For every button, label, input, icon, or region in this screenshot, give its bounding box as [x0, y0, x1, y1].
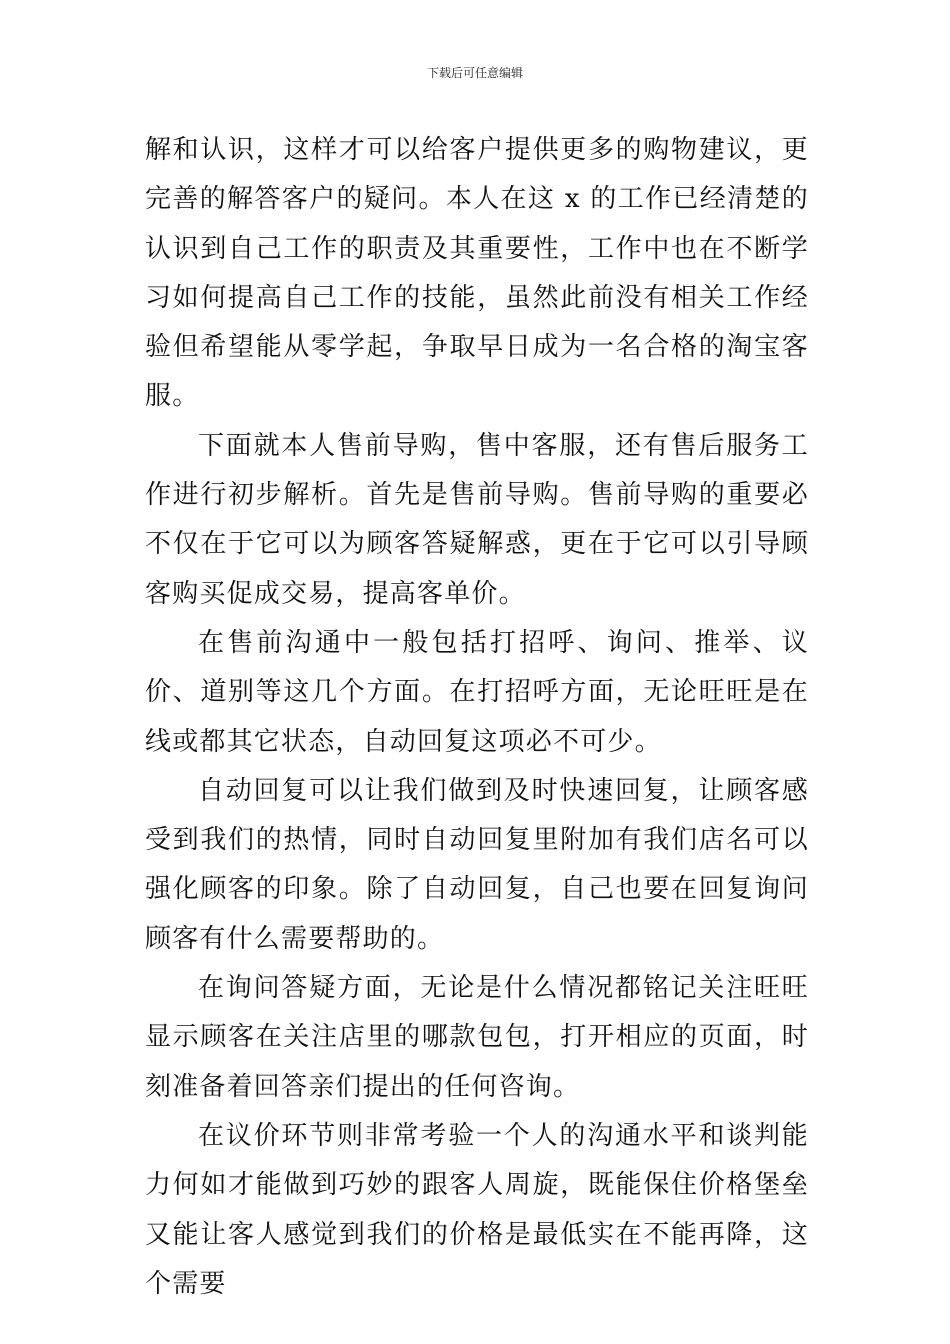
paragraph-4: 自动回复可以让我们做到及时快速回复，让顾客感受到我们的热情，同时自动回复里附加有我们店名可以强化顾客的印象。除了自动回复，自己也要在回复询问顾客有什么需要帮助的。	[145, 775, 809, 954]
paragraph-6: 在议价环节则非常考验一个人的沟通水平和谈判能力何如才能做到巧妙的跟客人周旋，既能保住价格堡垒又能让客人感觉到我们的价格是最低实在不能再降，这个需要	[145, 1120, 809, 1299]
paragraph-3: 在售前沟通中一般包括打招呼、询问、推举、议价、道别等这几个方面。在打招呼方面，无论旺旺是在线或都其它状态，自动回复这项必不可少。	[145, 627, 809, 757]
paragraph-2: 下面就本人售前导购，售中客服，还有售后服务工作进行初步解析。首先是售前导购。售前导购的重要必不仅在于它可以为顾客答疑解惑，更在于它可以引导顾客购买促成交易，提高客单价。	[145, 430, 809, 609]
document-body	[145, 126, 809, 1309]
paragraph-1: 解和认识，这样才可以给客户提供更多的购物建议，更完善的解答客户的疑问。本人在这 x 的工作已经清楚的认识到自己工作的职责及其重要性，工作中也在不断学习如何提高自己工作的技能，虽然此前没有相关工作经验但希望能从零学起，争取早日成为一名合格的淘宝客服。	[145, 135, 809, 412]
page-header: 下载后可任意编辑	[426, 66, 523, 80]
paragraph-5: 在询问答疑方面，无论是什么情况都铭记关注旺旺显示顾客在关注店里的哪款包包，打开相应的页面，时刻准备着回答亲们提出的任何咨询。	[145, 973, 809, 1102]
